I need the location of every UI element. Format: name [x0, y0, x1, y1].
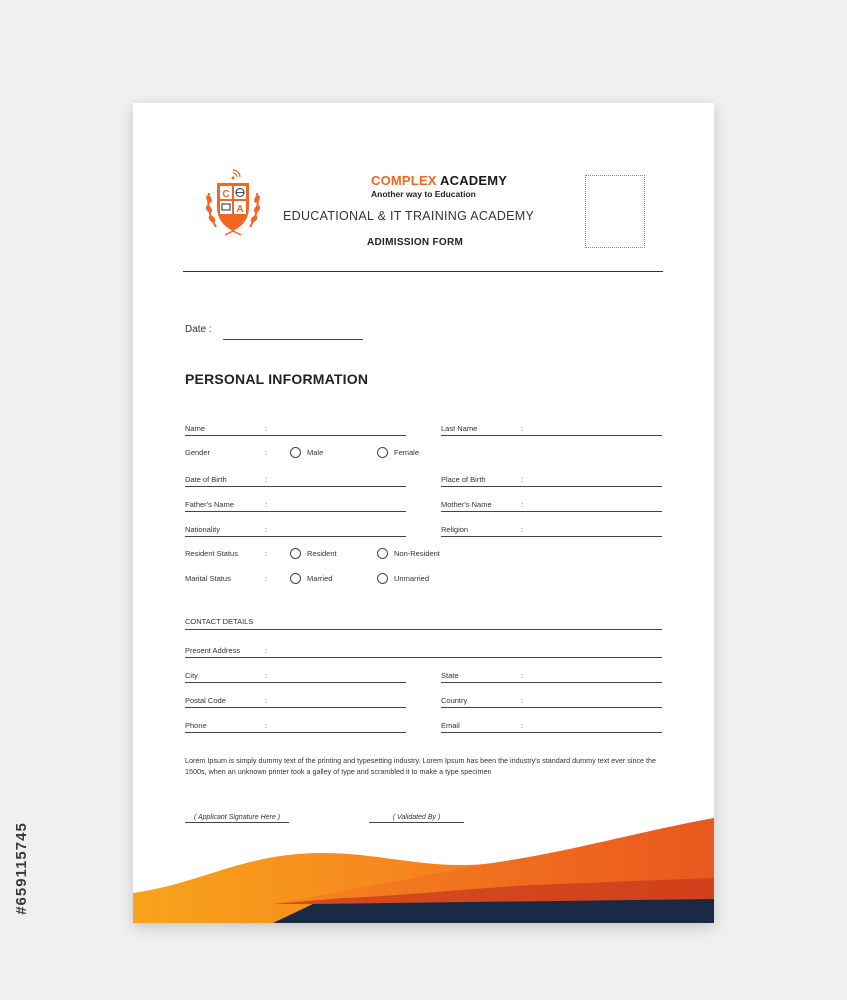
present-address-field[interactable]	[185, 647, 662, 658]
name-field[interactable]	[185, 425, 406, 436]
phone-label: Phone	[185, 721, 207, 730]
radio-circle-icon	[377, 548, 388, 559]
form-title: ADIMISSION FORM	[367, 237, 464, 248]
female-option-label: Female	[394, 448, 420, 457]
admission-form-sheet	[133, 103, 714, 923]
personal-info-title: PERSONAL INFORMATION	[185, 371, 369, 387]
date-of-birth-label: Date of Birth	[185, 475, 227, 484]
colon: :	[521, 525, 524, 534]
marital-status-label: Marital Status	[185, 574, 231, 583]
country-label: Country	[441, 696, 468, 705]
colon: :	[265, 574, 268, 583]
fathers-name-field[interactable]	[185, 501, 406, 512]
colon: :	[265, 500, 268, 509]
applicant-signature-line[interactable]: ( Applicant Signature Here )	[185, 814, 289, 823]
fathers-name-label: Father's Name	[185, 500, 234, 509]
place-of-birth-field[interactable]	[441, 476, 662, 487]
gender-male-radio[interactable]	[290, 447, 323, 458]
colon: :	[265, 549, 268, 558]
colon: :	[265, 671, 268, 680]
radio-circle-icon	[377, 573, 388, 584]
last-name-label: Last Name	[441, 424, 478, 433]
non-resident-option-label: Non-Resident	[394, 549, 440, 558]
academy-logo-icon	[203, 169, 263, 247]
lorem-paragraph: Lorem Ipsum is simply dummy text of the printing and typesetting industry. Lorem Ipsum has been the industry's standard dummy text ever since the 1500s, when an unknown printer took a galley of type and scrambled it to make a type specimen	[185, 756, 657, 776]
contact-details-title: CONTACT DETAILS	[185, 617, 254, 626]
city-label: City	[185, 671, 198, 680]
married-option-label: Married	[307, 574, 333, 583]
radio-circle-icon	[290, 447, 301, 458]
colon: :	[265, 721, 268, 730]
name-label: Name	[185, 424, 206, 433]
colon: :	[521, 475, 524, 484]
city-field[interactable]	[185, 672, 406, 683]
date-of-birth-field[interactable]	[185, 476, 406, 487]
contact-divider	[185, 629, 662, 630]
mothers-name-label: Mother's Name	[441, 500, 492, 509]
stock-id	[8, 768, 34, 968]
postal-code-label: Postal Code	[185, 696, 226, 705]
mothers-name-field[interactable]	[441, 501, 662, 512]
religion-field[interactable]	[441, 526, 662, 537]
colon: :	[521, 424, 524, 433]
date-label: Date :	[185, 324, 212, 335]
date-line[interactable]	[223, 339, 363, 340]
validated-by-line[interactable]: ( Validated By )	[369, 814, 464, 823]
colon: :	[521, 671, 524, 680]
nationality-field[interactable]	[185, 526, 406, 537]
radio-circle-icon	[290, 573, 301, 584]
unmarried-option-label: Unmarried	[394, 574, 430, 583]
logo-letter-a: A	[236, 204, 244, 215]
place-of-birth-label: Place of Birth	[441, 475, 486, 484]
male-option-label: Male	[307, 448, 324, 457]
state-label: State	[441, 671, 459, 680]
resident-status-label: Resident Status	[185, 549, 238, 558]
radio-circle-icon	[290, 548, 301, 559]
academy-name	[371, 173, 507, 188]
state-field[interactable]	[441, 672, 662, 683]
resident-radio[interactable]	[290, 548, 337, 559]
academy-subtitle: EDUCATIONAL & IT TRAINING ACADEMY	[283, 209, 535, 223]
last-name-field[interactable]	[441, 425, 662, 436]
colon: :	[265, 475, 268, 484]
colon: :	[265, 525, 268, 534]
present-address-label: Present Address	[185, 646, 241, 655]
colon: :	[265, 646, 268, 655]
religion-label: Religion	[441, 525, 469, 534]
brand-part-2: ACADEMY	[440, 173, 508, 188]
footer-wave-decoration	[133, 793, 714, 923]
logo-letter-c: C	[222, 189, 230, 200]
postal-code-field[interactable]	[185, 697, 406, 708]
radio-circle-icon	[377, 447, 388, 458]
colon: :	[265, 696, 268, 705]
brand-part-1: COMPLEX	[371, 173, 437, 188]
gender-label: Gender	[185, 448, 211, 457]
header-divider	[183, 271, 663, 272]
colon: :	[265, 424, 268, 433]
resident-option-label: Resident	[307, 549, 337, 558]
email-label: Email	[441, 721, 460, 730]
tagline: Another way to Education	[371, 189, 476, 199]
colon: :	[265, 448, 268, 457]
nationality-label: Nationality	[185, 525, 221, 534]
unmarried-radio[interactable]	[377, 573, 429, 584]
stock-id-text: #659115745	[12, 821, 30, 915]
married-radio[interactable]	[290, 573, 332, 584]
photo-box	[585, 175, 645, 248]
phone-field[interactable]	[185, 722, 406, 733]
gender-female-radio[interactable]	[377, 447, 419, 458]
non-resident-radio[interactable]	[377, 548, 440, 559]
country-field[interactable]	[441, 697, 662, 708]
email-field[interactable]	[441, 722, 662, 733]
colon: :	[521, 721, 524, 730]
colon: :	[521, 500, 524, 509]
colon: :	[521, 696, 524, 705]
